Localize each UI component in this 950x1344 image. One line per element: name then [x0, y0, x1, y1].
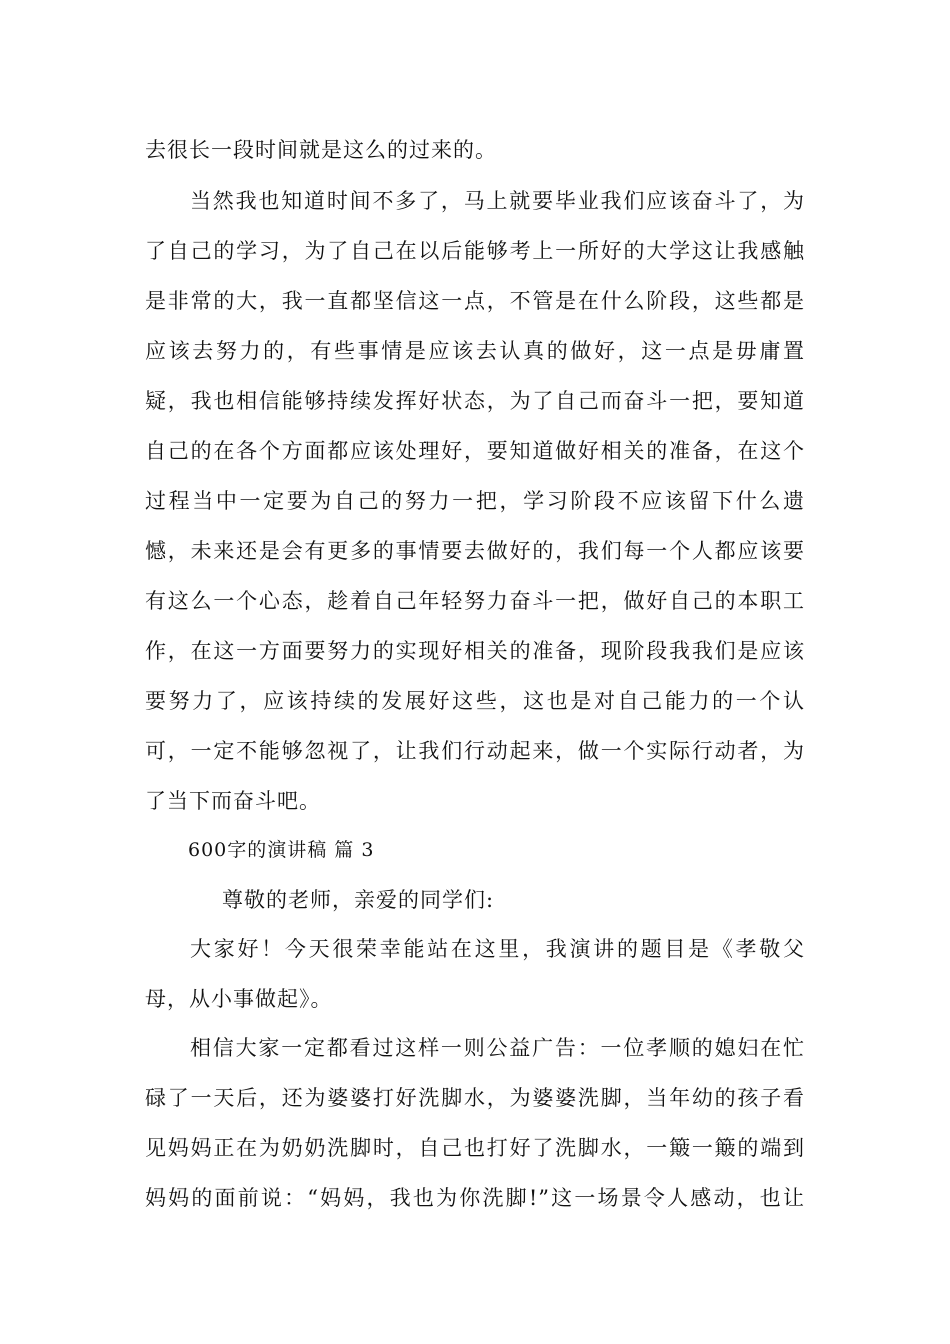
text-line: 应该去努力的，有些事情是应该去认真的做好，这一点是毋庸置	[145, 339, 805, 363]
text-line: 疑，我也相信能够持续发挥好状态，为了自己而奋斗一把，要知道	[145, 389, 805, 413]
text-line: 大家好！今天很荣幸能站在这里，我演讲的题目是《孝敬父	[190, 937, 805, 961]
text-line: 去很长一段时间就是这么的过来的。	[145, 138, 497, 162]
text-line: 过程当中一定要为自己的努力一把，学习阶段不应该留下什么遗	[145, 489, 805, 513]
text-line: 见妈妈正在为奶奶洗脚时，自己也打好了洗脚水，一簸一簸的端到	[145, 1136, 805, 1160]
salutation: 尊敬的老师，亲爱的同学们:	[222, 888, 495, 912]
text-line: 当然我也知道时间不多了，马上就要毕业我们应该奋斗了，为	[190, 189, 805, 213]
text-line: 妈妈的面前说：“妈妈，我也为你洗脚!”这一场景令人感动，也让	[145, 1186, 805, 1210]
text-line: 碌了一天后，还为婆婆打好洗脚水，为婆婆洗脚，当年幼的孩子看	[145, 1086, 805, 1110]
text-line: 憾，未来还是会有更多的事情要去做好的，我们每一个人都应该要	[145, 539, 805, 563]
text-line: 了当下而奋斗吧。	[145, 789, 321, 813]
text-line: 是非常的大，我一直都坚信这一点，不管是在什么阶段，这些都是	[145, 289, 805, 313]
section-heading: 600字的演讲稿 篇 3	[188, 839, 375, 861]
text-line: 要努力了，应该持续的发展好这些，这也是对自己能力的一个认	[145, 689, 805, 713]
text-line: 可，一定不能够忽视了，让我们行动起来，做一个实际行动者，为	[145, 739, 805, 763]
text-line: 自己的在各个方面都应该处理好，要知道做好相关的准备，在这个	[145, 439, 805, 463]
text-line: 相信大家一定都看过这样一则公益广告：一位孝顺的媳妇在忙	[190, 1036, 805, 1060]
text-line: 母，从小事做起》。	[145, 987, 333, 1011]
text-line: 有这么一个心态，趁着自己年轻努力奋斗一把，做好自己的本职工	[145, 589, 805, 613]
text-line: 作，在这一方面要努力的实现好相关的准备，现阶段我我们是应该	[145, 639, 805, 663]
text-line: 了自己的学习，为了自己在以后能够考上一所好的大学这让我感触	[145, 239, 805, 263]
